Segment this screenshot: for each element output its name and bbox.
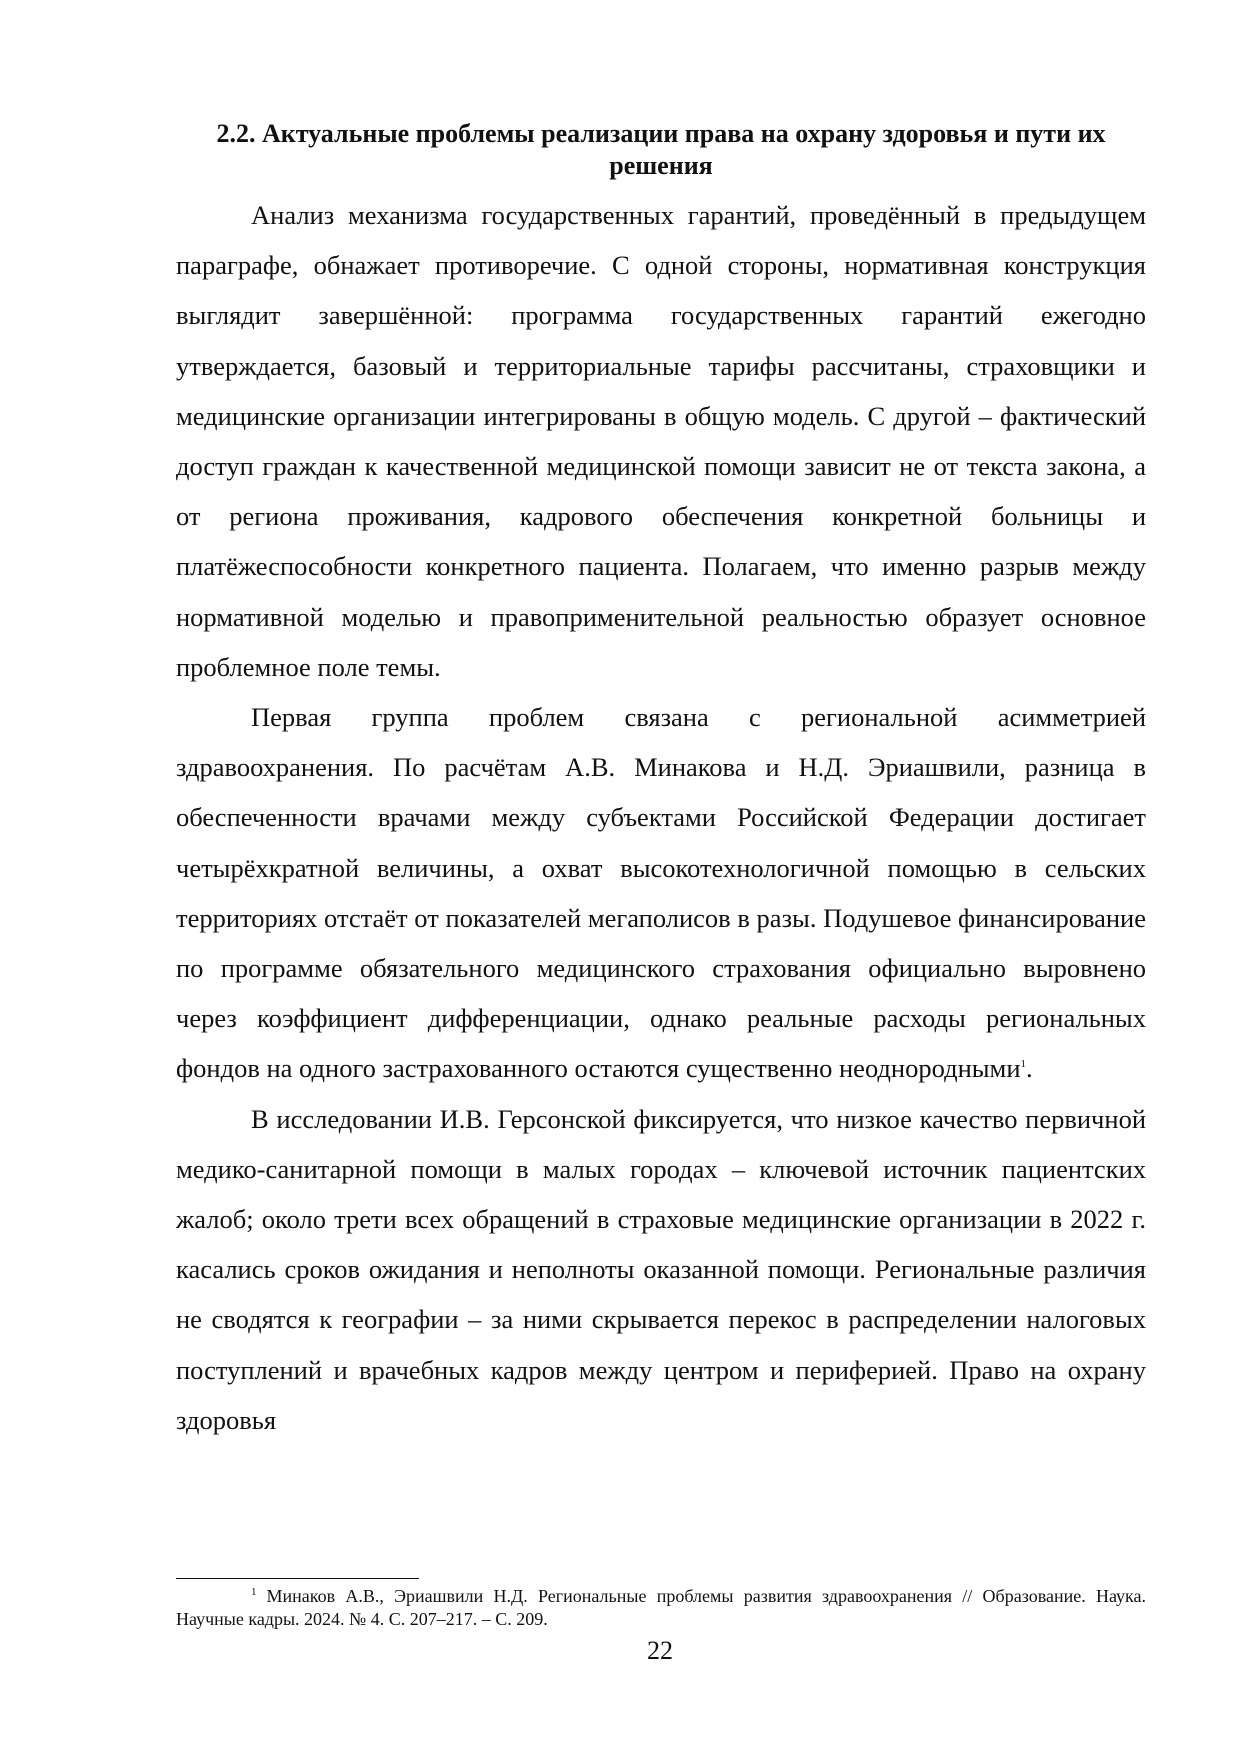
footnote-text: Минаков А.В., Эриашвили Н.Д. Региональные проблемы развития здравоохранения // Образование. Наука. Научные кадры. 2024. № 4. С. 207–217. – С. 209. xyxy=(176,1586,1146,1629)
paragraph-2-tail: . xyxy=(1026,1053,1033,1084)
paragraph-3: В исследовании И.В. Герсонской фиксируется, что низкое качество первичной медико-санитарной помощи в малых городах – ключевой источник пациентских жалоб; около трети всех обращений в страховые медицинские организации в 2022 г. касались сроков ожидания и неполноты оказанной помощи. Региональные различия не сводятся к географии – за ними скрывается перекос в распределении налоговых поступлений и врачебных кадров между центром и периферией. Право на охрану здоровья xyxy=(176,1103,1146,1435)
paragraph-2 xyxy=(176,692,1146,1094)
footnote xyxy=(176,1585,1146,1631)
paragraph-2-text: Первая группа проблем связана с региональной асимметрией здравоохранения. По расчётам А.В. Минакова и Н.Д. Эриашвили, разница в обеспеченности врачами между субъектами Российской Федерации достигает четырёхкратной величины, а охват высокотехнологичной помощью в сельских территориях отстаёт от показателей мегаполисов в разы. Подушевое финансирование по программе обязательного медицинского страхования официально выровнено через коэффициент дифференциации, однако реальные расходы региональных фондов на одного застрахованного остаются существенно неоднородными xyxy=(176,702,1146,1084)
footnote-separator xyxy=(176,1578,419,1579)
footnote-reference[interactable]: 1 xyxy=(1020,1058,1027,1071)
paragraph-1: Анализ механизма государственных гарантий, проведённый в предыдущем параграфе, обнажает противоречие. С одной стороны, нормативная конструкция выглядит завершённой: программа государственных гарантий ежегодно утверждается, базовый и территориальные тарифы рассчитаны, страховщики и медицинские организации интегрированы в общую модель. С другой – фактический доступ граждан к качественной медицинской помощи зависит не от текста закона, а от региона проживания, кадрового обеспечения конкретной больницы и платёжеспособности конкретного пациента. Полагаем, что именно разрыв между нормативной моделью и правоприменительной реальностью образует основное проблемное поле темы. xyxy=(176,200,1146,682)
page-number: 22 xyxy=(647,1636,673,1665)
section-heading: 2.2. Актуальные проблемы реализации права на охрану здоровья и пути их решения xyxy=(216,119,1106,180)
footnote-mark: 1 xyxy=(251,1586,257,1598)
body-text xyxy=(176,190,1146,1445)
